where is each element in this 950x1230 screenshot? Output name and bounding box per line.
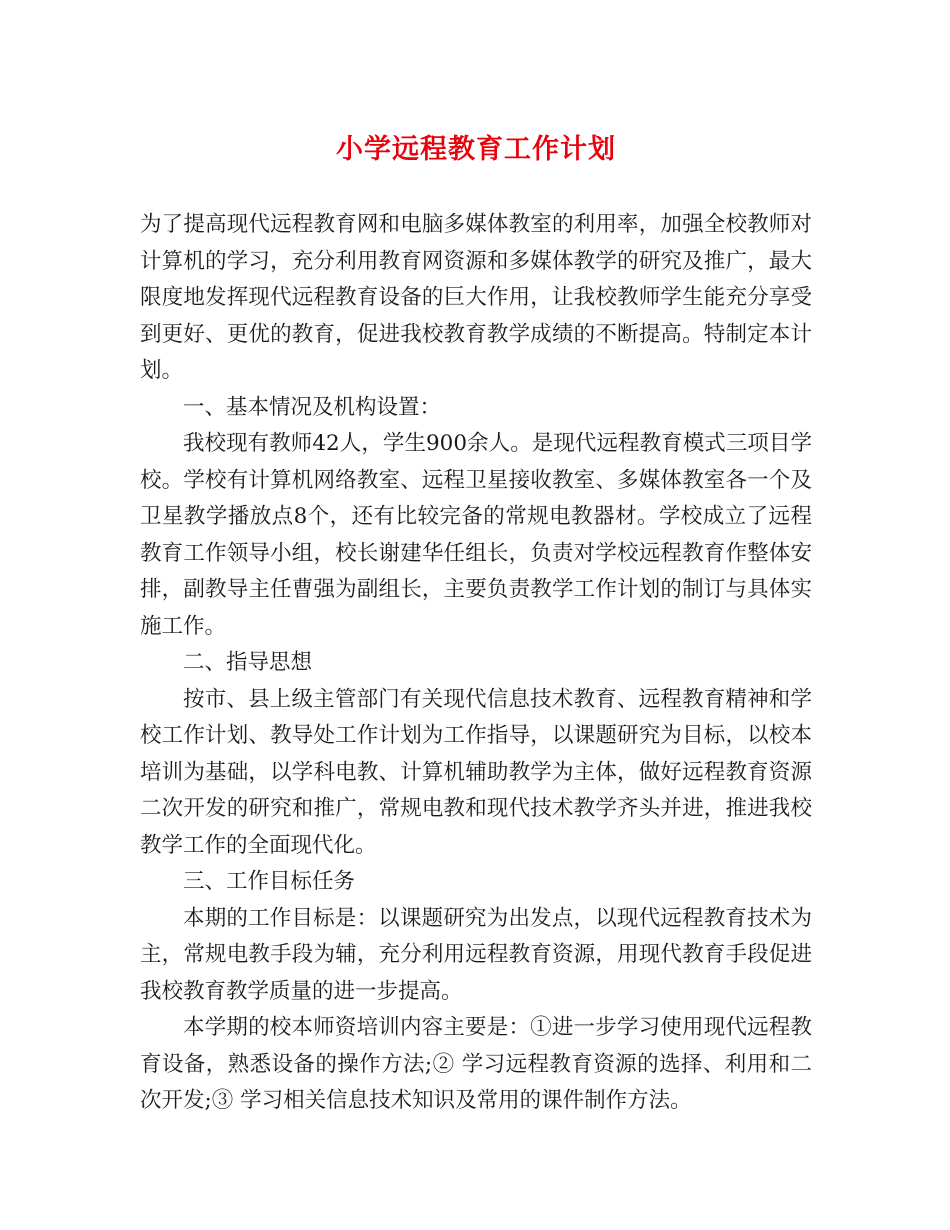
section-heading-basic-info: 一、基本情况及机构设置： bbox=[183, 394, 442, 420]
document-page bbox=[140, 128, 812, 1120]
document-title: 小学远程教育工作计划 bbox=[336, 134, 616, 165]
basic-info-paragraph: 我校现有教师42人，学生900余人。是现代远程教育模式三项目学校。学校有计算机网络教室、远程卫星接收教室、多媒体教室各一个及卫星教学播放点8个，还有比较完备的常规电教器材。学校成立了远程教育工作领导小组，校长谢建华任组长，负责对学校远程教育作整体安排，副教导主任曹强为副组长，主要负责教学工作计划的制订与具体实施工作。 bbox=[140, 431, 812, 639]
section-heading-goals: 三、工作目标任务 bbox=[183, 869, 356, 894]
intro-paragraph: 为了提高现代远程教育网和电脑多媒体教室的利用率，加强全校教师对计算机的学习，充分利用教育网资源和多媒体教学的研究及推广，最大限度地发挥现代远程教育设备的巨大作用，让我校教师学生能充分享受到更好、更优的教育，促进我校教育教学成绩的不断提高。特制定本计划。 bbox=[140, 212, 812, 383]
training-paragraph: 本学期的校本师资培训内容主要是：①进一步学习使用现代远程教育设备，熟悉设备的操作方法;② 学习远程教育资源的选择、利用和二次开发;③ 学习相关信息技术知识及常用的课件制作方法。 bbox=[140, 1015, 812, 1113]
section-heading-guiding-idea: 二、指导思想 bbox=[183, 650, 313, 675]
guiding-idea-paragraph: 按市、县上级主管部门有关现代信息技术教育、远程教育精神和学校工作计划、教导处工作计划为工作指导，以课题研究为目标，以校本培训为基础，以学科电教、计算机辅助教学为主体，做好远程教育资源二次开发的研究和推广，常规电教和现代技术教学齐头并进，推进我校教学工作的全面现代化。 bbox=[140, 686, 812, 858]
goals-paragraph: 本期的工作目标是：以课题研究为出发点，以现代远程教育技术为主，常规电教手段为辅，充分利用远程教育资源，用现代教育手段促进我校教育教学质量的进一步提高。 bbox=[140, 905, 812, 1004]
